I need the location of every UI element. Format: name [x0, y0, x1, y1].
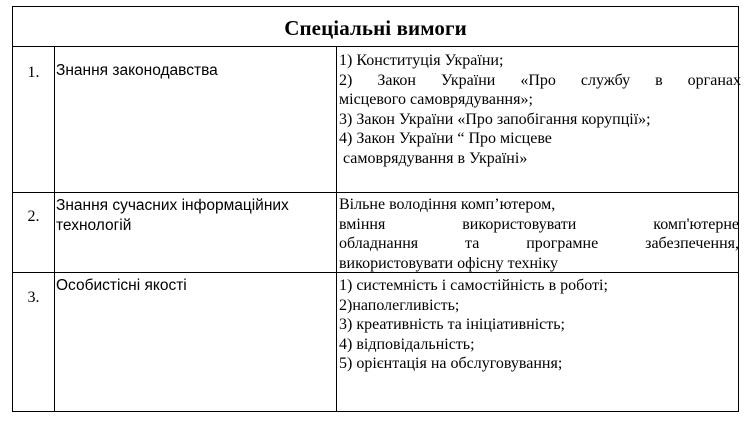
row-number: 2.: [13, 193, 55, 272]
detail-line: 3) Закон України «Про запобігання корупції»;: [339, 110, 651, 128]
requirement-detail: [337, 273, 738, 412]
detail-line: 4) Закон України “ Про місцеве: [339, 130, 552, 147]
requirement-name-line: Знання законодавства: [56, 62, 218, 79]
requirement-name-line: Знання сучасних інформаційних: [56, 197, 289, 214]
row-number: 1.: [13, 47, 55, 192]
detail-line: 4) відповідальність;: [339, 335, 475, 353]
row-number: 3.: [13, 273, 55, 412]
detail-line: використовувати офісну техніку: [339, 254, 559, 272]
special-requirements-table: [12, 6, 739, 412]
table-row: [13, 193, 738, 273]
detail-line: 1) Конституція України;: [339, 52, 504, 69]
detail-line: 3) креативність та ініціативність;: [339, 316, 565, 333]
detail-line: Вільне володіння комп’ютером,: [339, 196, 556, 213]
detail-line: обладнання та програмне забезпечення,: [339, 235, 739, 252]
requirement-name: [55, 47, 337, 192]
requirement-detail: [337, 193, 738, 272]
table-title: Спеціальні вимоги: [284, 16, 467, 40]
requirement-name: [55, 193, 337, 272]
detail-line: місцевого самоврядування»;: [339, 91, 533, 108]
requirement-name: [55, 273, 337, 412]
detail-line: 5) орієнтація на обслуговування;: [339, 355, 563, 372]
detail-line: 1) системність і самостійність в роботі;: [339, 277, 608, 294]
detail-line: самоврядування в Україні»: [339, 149, 528, 167]
table-header: [13, 7, 738, 47]
requirement-name-line: технологій: [56, 217, 132, 234]
detail-line: вміння використовувати комп'ютерне: [339, 215, 739, 233]
detail-line: 2) Закон України «Про службу в органах: [339, 71, 741, 89]
table-row: [13, 273, 738, 412]
requirement-name-line: Особистісні якості: [56, 277, 187, 294]
table-row: [13, 47, 741, 193]
detail-line: 2)наполегливість;: [339, 296, 460, 314]
requirement-detail: [337, 47, 741, 192]
